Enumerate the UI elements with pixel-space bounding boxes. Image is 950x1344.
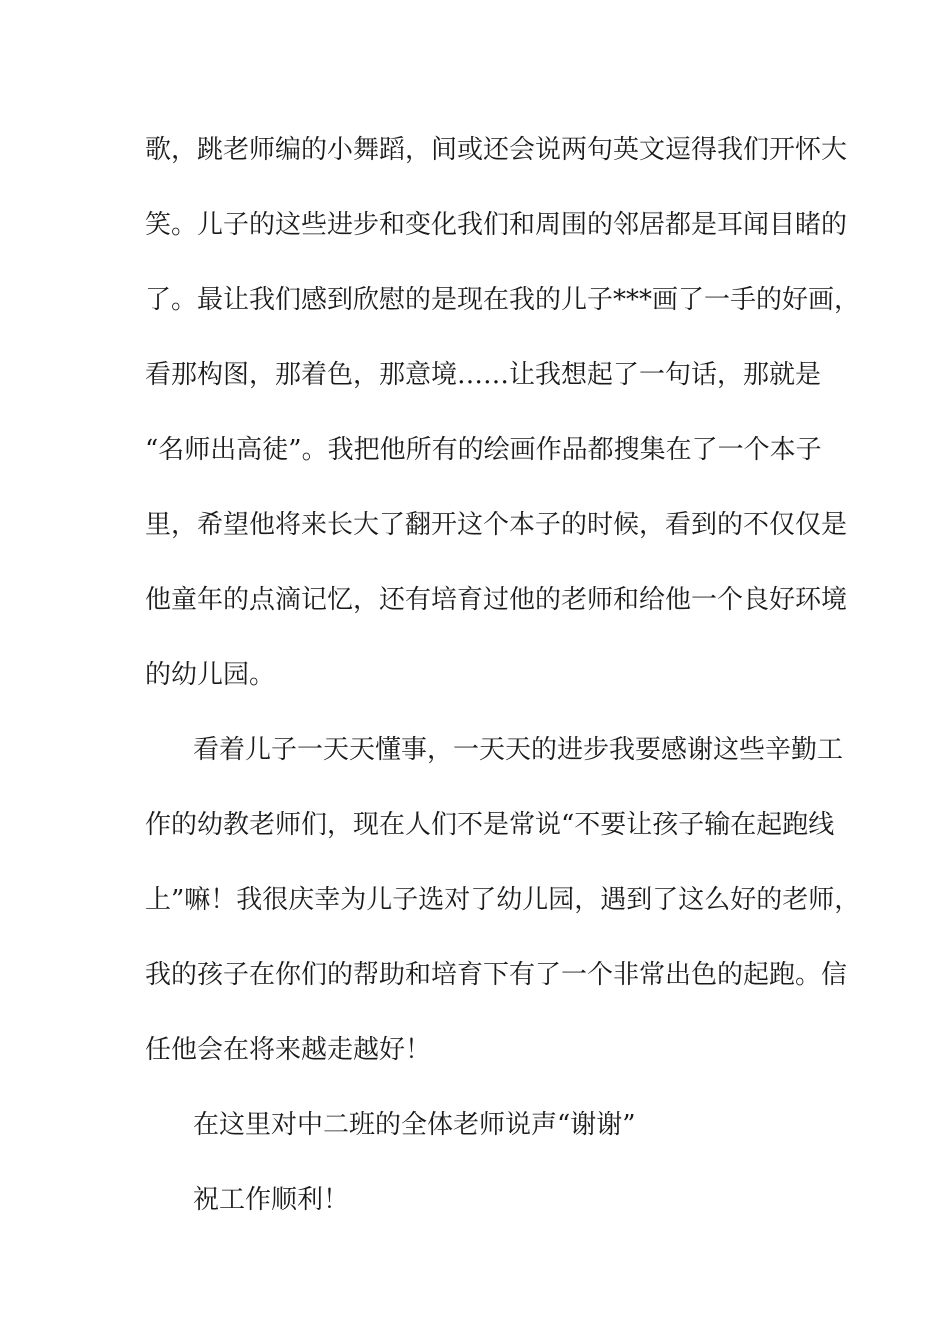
text-line: 我的孩子在你们的帮助和培育下有了一个非常出色的起跑。信 bbox=[145, 960, 848, 990]
closing-line: 祝工作顺利！ bbox=[193, 1185, 350, 1215]
text-line: 任他会在将来越走越好！ bbox=[145, 1035, 432, 1065]
paragraph-start-line: 看着儿子一天天懂事，一天天的进步我要感谢这些辛勤工 bbox=[193, 735, 844, 765]
text-line: 的幼儿园。 bbox=[145, 660, 276, 690]
text-line: “名师出高徒”。我把他所有的绘画作品都搜集在了一个本子 bbox=[145, 435, 822, 465]
thanks-line: 在这里对中二班的全体老师说声“谢谢” bbox=[193, 1110, 636, 1140]
text-line: 了。最让我们感到欣慰的是现在我的儿子***画了一手的好画， bbox=[145, 285, 861, 315]
text-line: 作的幼教老师们，现在人们不是常说“不要让孩子输在起跑线 bbox=[145, 810, 835, 840]
text-line: 上”嘛！我很庆幸为儿子选对了幼儿园，遇到了这么好的老师， bbox=[145, 885, 861, 915]
text-line: 里，希望他将来长大了翻开这个本子的时候，看到的不仅仅是 bbox=[145, 510, 848, 540]
text-line: 笑。儿子的这些进步和变化我们和周围的邻居都是耳闻目睹的 bbox=[145, 210, 848, 240]
text-line: 看那构图，那着色，那意境……让我想起了一句话，那就是 bbox=[145, 360, 822, 390]
text-line: 他童年的点滴记忆，还有培育过他的老师和给他一个良好环境 bbox=[145, 585, 848, 615]
text-line: 歌，跳老师编的小舞蹈，间或还会说两句英文逗得我们开怀大 bbox=[145, 135, 848, 165]
